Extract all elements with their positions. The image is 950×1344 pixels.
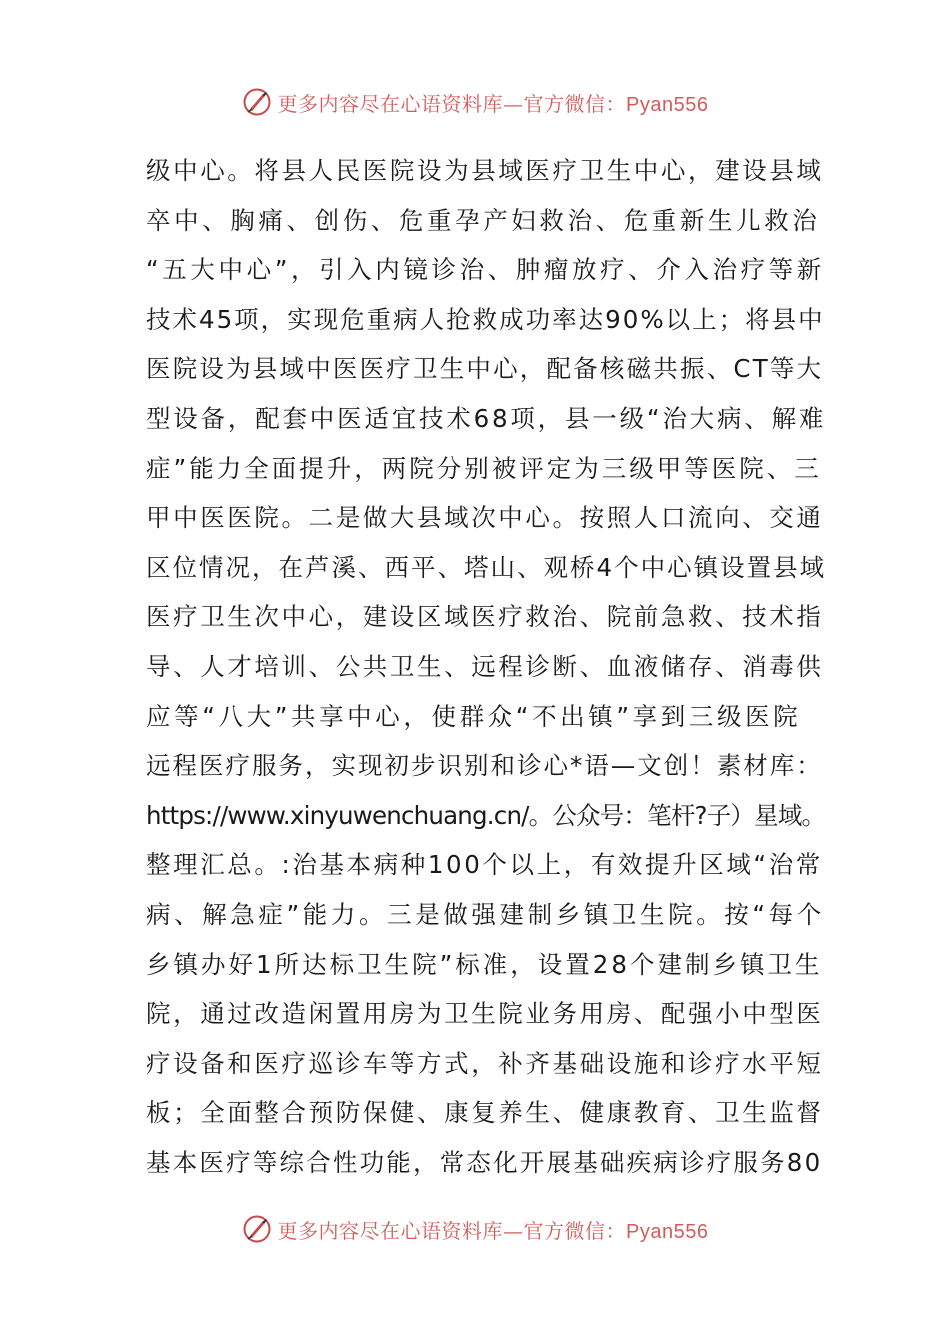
page-header	[0, 82, 950, 122]
body-line: 基本医疗等综合性功能，常态化开展基础疾病诊疗服务80	[146, 1147, 823, 1177]
footer-wechat-id: Pyan556	[626, 1220, 709, 1243]
page-footer	[0, 1209, 950, 1249]
body-line: “五大中心”，引入内镜诊治、肿瘤放疗、介入治疗等新	[146, 255, 825, 285]
body-line: 级中心。将县人民医院设为县域医疗卫生中心，建设县域	[146, 156, 824, 185]
header-brand	[242, 87, 709, 117]
body-line: 区位情况，在芦溪、西平、塔山、观桥4个中心镇设置县域	[146, 552, 827, 582]
body-line: 整理汇总。:治基本病种100个以上，有效提升区域“治常	[146, 850, 823, 880]
footer-brand-text	[278, 1215, 709, 1244]
body-line: 乡镇办好1所达标卫生院”标准，设置28个建制乡镇卫生	[146, 949, 823, 979]
body-line: 远程医疗服务，实现初步识别和诊心*语—文创！素材库：	[146, 751, 823, 781]
body-line: 病、解急症”能力。三是做强建制乡镇卫生院。按“每个	[146, 899, 825, 929]
footer-brand	[242, 1214, 709, 1244]
header-brand-label: 更多内容尽在心语资料库—官方微信：	[277, 91, 627, 116]
body-line: 板；全面整合预防保健、康复养生、健康教育、卫生监督	[146, 1098, 824, 1128]
body-line: 医院设为县域中医医疗卫生中心，配备核磁共振、CT等大	[146, 354, 824, 384]
quill-logo-icon	[242, 1214, 272, 1244]
body-line: 医疗卫生次中心，建设区域医疗救治、院前急救、技术指	[146, 602, 824, 632]
body-line: 院，通过改造闲置用房为卫生院业务用房、配强小中型医	[146, 999, 824, 1029]
quill-logo-icon	[242, 87, 272, 117]
header-brand-text	[278, 88, 709, 117]
body-line-url: https://www.xinyuwenchuang.cn/。公众号：笔杆?子）星域。	[146, 800, 826, 830]
body-line: 型设备，配套中医适宜技术68项，县一级“治大病、解难	[146, 403, 827, 433]
body-line: 导、人才培训、公共卫生、远程诊断、血液储存、消毒供	[146, 651, 824, 681]
body-line: 应等“八大”共享中心，使群众“不出镇”享到三级医院	[146, 701, 802, 731]
body-line: 症”能力全面提升，两院分别被评定为三级甲等医院、三	[146, 453, 822, 483]
body-line: 技术45项，实现危重病人抢救成功率达90%以上；将县中	[146, 304, 825, 334]
header-wechat-id: Pyan556	[626, 93, 709, 116]
body-line: 卒中、胸痛、创伤、危重孕产妇救治、危重新生儿救治	[146, 205, 821, 235]
body-line: 甲中医医院。二是做大县域次中心。按照人口流向、交通	[146, 503, 824, 533]
document-body	[146, 146, 826, 1187]
footer-brand-label: 更多内容尽在心语资料库—官方微信：	[277, 1218, 627, 1243]
body-line: 疗设备和医疗巡诊车等方式，补齐基础设施和诊疗水平短	[146, 1048, 824, 1078]
